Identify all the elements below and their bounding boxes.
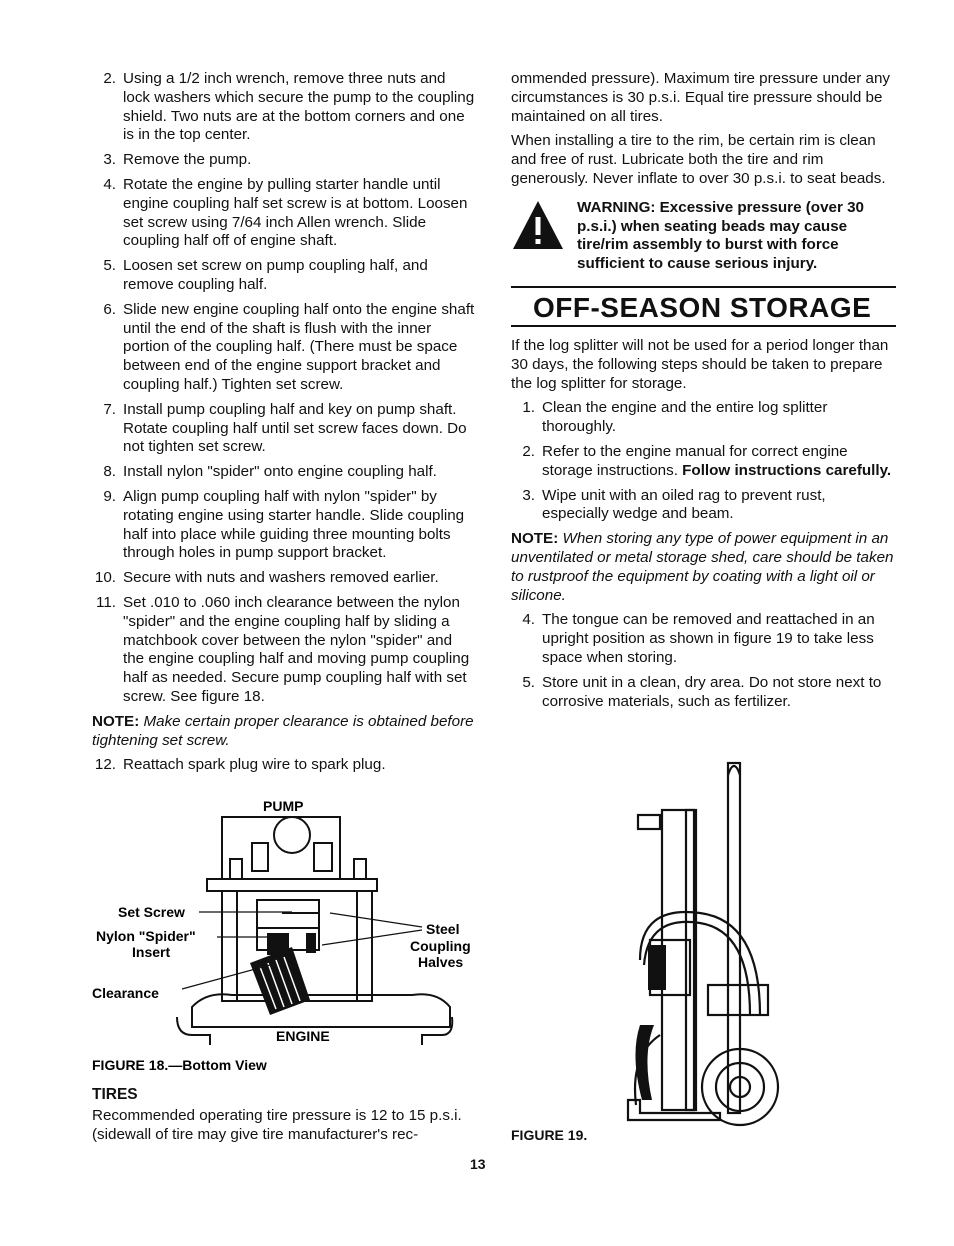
warning-triangle-icon bbox=[511, 199, 565, 253]
repair-steps-end bbox=[92, 756, 476, 775]
label-engine: ENGINE bbox=[276, 1028, 330, 1044]
left-column bbox=[92, 70, 476, 781]
figure-19-caption: FIGURE 19. bbox=[511, 1127, 588, 1143]
tire-pressure-continued: ommended pressure). Maximum tire pressure under any circumstances is 30 p.s.i. Equal tire pressure should be maintained on all tires. bbox=[511, 70, 890, 125]
figure-19 bbox=[600, 755, 800, 1135]
label-pump: PUMP bbox=[263, 798, 304, 814]
storage-steps-continued bbox=[511, 611, 896, 711]
figure-18-caption: FIGURE 18.—Bottom View bbox=[92, 1057, 267, 1073]
section-title: OFF-SEASON STORAGE bbox=[533, 291, 872, 323]
list-item: 3. Wipe unit with an oiled rag to prevent rust, especially wedge and beam. bbox=[522, 486, 826, 523]
label-nylon-spider: Nylon "Spider" bbox=[96, 928, 196, 944]
repair-steps bbox=[92, 70, 476, 707]
page-number: 13 bbox=[470, 1156, 486, 1172]
tires-section bbox=[92, 1086, 476, 1150]
list-item: 5. Loosen set screw on pump coupling half, and remove coupling half. bbox=[103, 257, 428, 293]
log-splitter-upright-drawing bbox=[600, 755, 800, 1135]
storage-steps bbox=[511, 399, 896, 524]
storage-note: NOTE: When storing any type of power equipment in an unventilated or metal storage shed, care should be taken to rustproof the equipment by coating with a light oil or silicone. bbox=[511, 530, 894, 604]
list-item: 7. Install pump coupling half and key on pump shaft. Rotate coupling half until set screw faces down. Do not tighten set screw. bbox=[103, 400, 467, 456]
section-header bbox=[511, 286, 896, 327]
clearance-note: NOTE: Make certain proper clearance is obtained before tightening set screw. bbox=[92, 712, 474, 749]
list-item: 12. Reattach spark plug wire to spark plug. bbox=[94, 756, 386, 774]
list-item: 6. Slide new engine coupling half onto the engine shaft until the end of the shaft is flush with the inner portion of the coupling half. (There must be space between end of the engine support bracket and coupling half.) Tighten set screw. bbox=[103, 300, 475, 393]
list-item: 3. Remove the pump. bbox=[103, 151, 252, 169]
tires-heading: TIRES bbox=[92, 1086, 138, 1103]
label-halves: Halves bbox=[418, 954, 464, 970]
right-column bbox=[511, 70, 896, 717]
storage-intro: If the log splitter will not be used for a period longer than 30 days, the following steps should be taken to prepare the log splitter for storage. bbox=[511, 336, 889, 392]
warning-text: WARNING: Excessive pressure (over 30 p.s.i.) when seating beads may cause tire/rim assembly to burst with force sufficient to cause serious injury. bbox=[577, 198, 865, 273]
tire-install-text: When installing a tire to the rim, be certain rim is clean and free of rust. Lubricate both the tire and rim generously. Never inflate to over 30 p.s.i. to seat beads. bbox=[511, 132, 886, 187]
label-steel: Steel bbox=[426, 921, 460, 937]
list-item: 2. Refer to the engine manual for correct engine storage instructions. Follow instructions carefully. bbox=[522, 442, 892, 479]
warning-box bbox=[511, 199, 896, 274]
list-item: 4. Rotate the engine by pulling starter handle until engine coupling half set screw is at bottom. Loosen set screw using 7/64 inch Allen wrench. Slide coupling half off of engine shaft. bbox=[103, 175, 468, 250]
list-item: 2. Using a 1/2 inch wrench, remove three nuts and lock washers which secure the pump to the coupling shield. Two nuts are at the bottom corners and one is in the top center. bbox=[103, 70, 475, 144]
list-item: 1. Clean the engine and the entire log splitter thoroughly. bbox=[522, 399, 828, 436]
list-item: 4. The tongue can be removed and reattached in an upright position as shown in figure 19 to take less space when storing. bbox=[522, 611, 875, 666]
label-insert: Insert bbox=[132, 944, 171, 960]
list-item: 5. Store unit in a clean, dry area. Do not store next to corrosive materials, such as fertilizer. bbox=[522, 673, 882, 710]
figure-18 bbox=[92, 795, 482, 1080]
list-item: 10. Secure with nuts and washers removed earlier. bbox=[94, 569, 439, 587]
label-clearance: Clearance bbox=[92, 985, 159, 1001]
label-set-screw: Set Screw bbox=[118, 904, 185, 920]
coupling-diagram bbox=[92, 795, 482, 1080]
list-item: 11. Set .010 to .060 inch clearance between the nylon "spider" and the engine coupling half by sliding a matchbook cover between the nylon "spider" and the engine coupling half and moving pump coupling half as needed. Secure pump coupling half with set screw. See figure 18. bbox=[96, 593, 470, 705]
list-item: 9. Align pump coupling half with nylon "spider" by rotating engine using starter handle. Slide coupling half into place while guiding three mounting bolts through holes in pump support bracket. bbox=[103, 487, 465, 562]
label-coupling: Coupling bbox=[410, 938, 471, 954]
tires-text: Recommended operating tire pressure is 12 to 15 p.s.i. (sidewall of tire may give tire manufacturer's rec- bbox=[92, 1106, 462, 1143]
list-item: 8. Install nylon "spider" onto engine coupling half. bbox=[103, 463, 437, 481]
